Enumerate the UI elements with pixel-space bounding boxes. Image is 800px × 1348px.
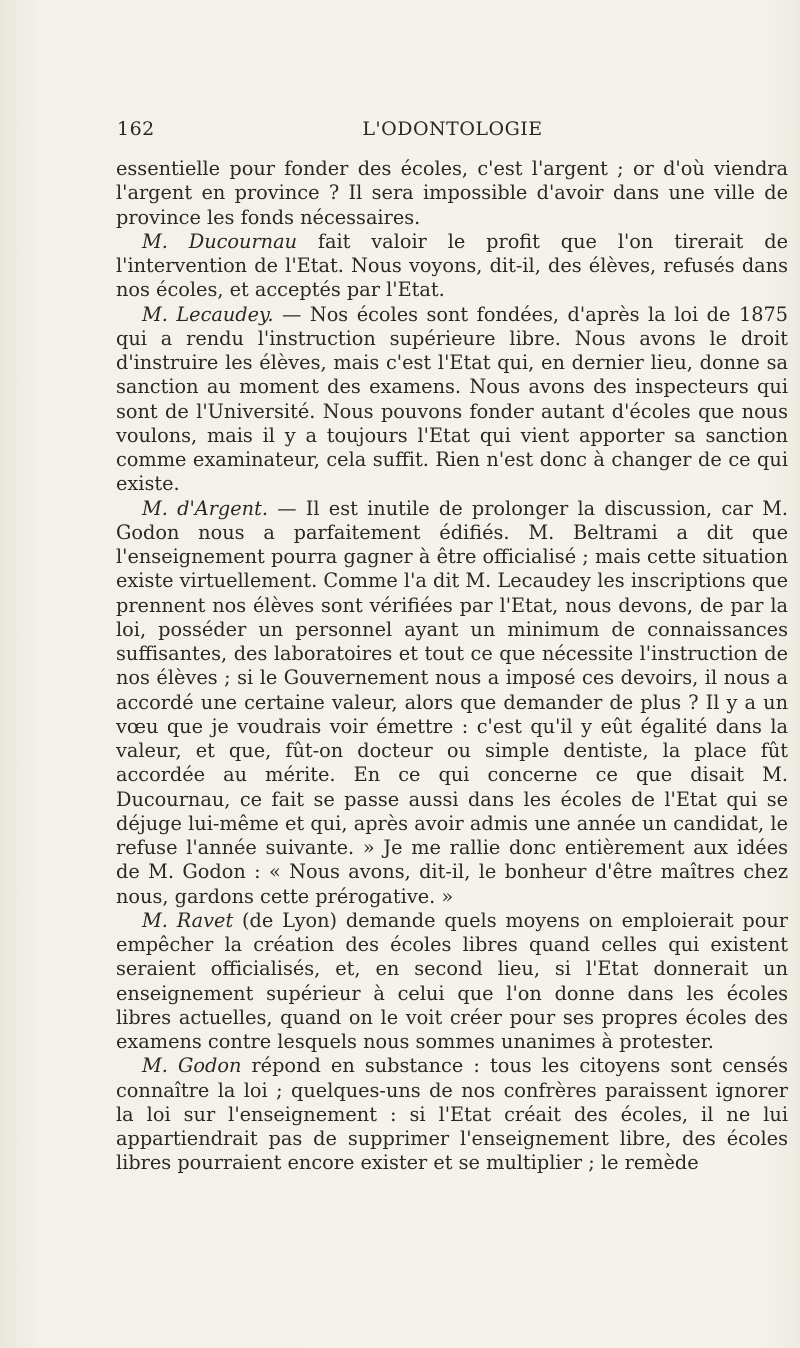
- paragraph-lecaudey: [116, 303, 788, 497]
- body-text: [116, 157, 788, 1176]
- paragraph-ducournau: [116, 230, 788, 303]
- speaker-name: M. d'Argent.: [142, 496, 268, 520]
- paragraph-text: essentielle pour fonder des écoles, c'est l'argent ; or d'où viendra l'argent en province ? Il sera impossible d'avoir dans une ville de province les fonds nécessaires.: [116, 157, 788, 229]
- paragraph-godon: [116, 1054, 788, 1175]
- paragraph-text: — Nos écoles sont fondées, d'après la loi de 1875 qui a rendu l'instruction supérieure libre. Nous avons le droit d'instruire les élèves, mais c'est l'Etat qui, en dernier lieu, donne sa sanction au moment des examens. Nous avons des inspecteurs qui sont de l'Université. Nous pouvons fonder autant d'écoles que nous voulons, mais il y a toujours l'Etat qui vient apporter sa sanction comme examinateur, cela suffit. Rien n'est donc à changer de ce qui existe.: [116, 302, 789, 496]
- paragraph-1: [116, 157, 788, 230]
- speaker-name: M. Godon: [142, 1054, 242, 1078]
- speaker-name: M. Ducournau: [142, 229, 297, 253]
- page-header: [117, 118, 788, 142]
- paragraph-text: fait valoir le profit que l'on tirerait de l'intervention de l'Etat. Nous voyons, dit-il, des élèves, refusés dans nos écoles, et acceptés par l'Etat.: [116, 229, 788, 302]
- running-title: L'ODONTOLOGIE: [362, 118, 543, 140]
- paragraph-ravet: [116, 909, 788, 1055]
- paragraph-dargent: [116, 497, 788, 909]
- paragraph-text: (de Lyon) demande quels moyens on emploierait pour empêcher la création des écoles libres quand celles qui existent seraient officialisés, et, en second lieu, si l'Etat donnerait un enseignement supérieur à celui que l'on donne dans les écoles libres actuelles, quand on le voit créer pour ses propres écoles des examens contre lesquels nous sommes unanimes à protester.: [116, 908, 788, 1053]
- page-number: 162: [117, 118, 155, 140]
- speaker-name: M. Ravet: [142, 908, 234, 932]
- paragraph-text: répond en substance : tous les citoyens sont censés connaître la loi ; quelques-uns de nos confrères paraissent ignorer la loi sur l'enseignement : si l'Etat créait des écoles, il ne lui appartiendrait pas de supprimer l'enseignement libre, des écoles libres pourraient encore exister et se multiplier ; le remède: [116, 1054, 788, 1175]
- paragraph-text: — Il est inutile de prolonger la discussion, car M. Godon nous a parfaitement édifiés. M. Beltrami a dit que l'enseignement pourra gagner à être officialisé ; mais cette situation existe virtuellement. Comme l'a dit M. Lecaudey les inscriptions que prennent nos élèves sont vérifiées par l'Etat, nous devons, de par la loi, posséder un personnel ayant un minimum de connaissances suffisantes, des laboratoires et tout ce que nécessite l'instruction de nos élèves ; si le Gouvernement nous a imposé ces devoirs, il nous a accordé une certaine valeur, alors que demander de plus ? Il y a un vœu que je voudrais voir émettre : c'est qu'il y eût égalité dans la valeur, et que, fût-on docteur ou simple dentiste, la place fût accordée au mérite. En ce qui concerne ce que disait M. Ducournau, ce fait se passe aussi dans les écoles de l'Etat qui se déjuge lui-même et qui, après avoir admis une année un candidat, le refuse l'année suivante. » Je me rallie donc entièrement aux idées de M. Godon : « Nous avons, dit-il, le bonheur d'être maîtres chez nous, gardons cette prérogative. »: [116, 496, 788, 908]
- speaker-name: M. Lecaudey.: [142, 302, 274, 326]
